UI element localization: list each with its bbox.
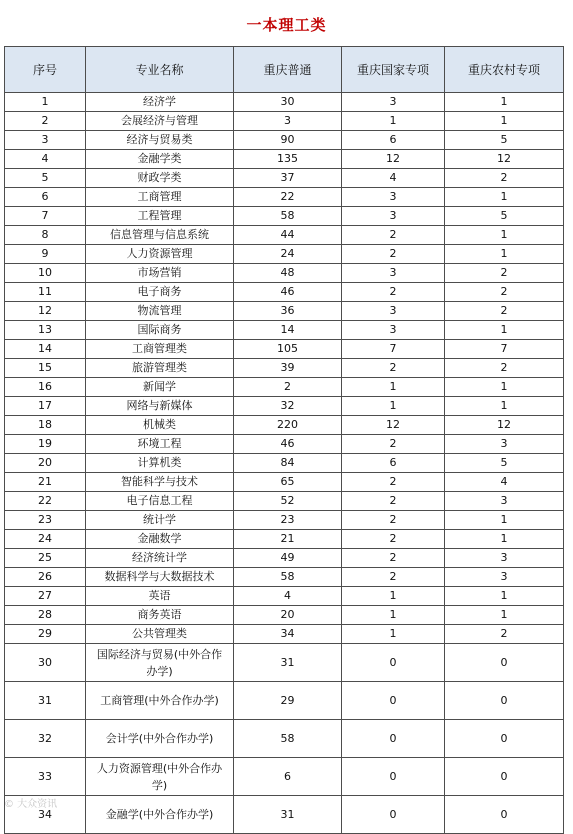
cell-national-special: 1 [342,378,445,397]
cell-index: 32 [5,720,86,758]
cell-rural-special: 1 [445,112,564,131]
cell-major-name: 新闻学 [86,378,234,397]
table-row [5,606,564,625]
cell-rural-special: 1 [445,321,564,340]
table-row [5,720,564,758]
cell-major-name: 工商管理类 [86,340,234,359]
table-row [5,511,564,530]
table-row [5,378,564,397]
table-row [5,245,564,264]
cell-national-special: 1 [342,625,445,644]
cell-national-special: 2 [342,283,445,302]
table-row [5,283,564,302]
cell-national-special: 3 [342,264,445,283]
table-row [5,454,564,473]
table-row [5,112,564,131]
cell-rural-special: 12 [445,150,564,169]
cell-index: 1 [5,93,86,112]
cell-national-special: 0 [342,644,445,682]
table-row [5,549,564,568]
cell-major-name: 会计学(中外合作办学) [86,720,234,758]
cell-index: 3 [5,131,86,150]
enrollment-table [4,46,564,834]
cell-chongqing-general: 44 [234,226,342,245]
cell-national-special: 3 [342,321,445,340]
cell-rural-special: 12 [445,416,564,435]
table-row [5,435,564,454]
cell-index: 22 [5,492,86,511]
cell-rural-special: 0 [445,796,564,834]
cell-rural-special: 2 [445,302,564,321]
cell-chongqing-general: 24 [234,245,342,264]
table-row [5,188,564,207]
cell-chongqing-general: 29 [234,682,342,720]
cell-national-special: 3 [342,207,445,226]
cell-rural-special: 1 [445,245,564,264]
cell-rural-special: 3 [445,492,564,511]
cell-rural-special: 2 [445,359,564,378]
cell-index: 30 [5,644,86,682]
cell-rural-special: 2 [445,283,564,302]
cell-chongqing-general: 32 [234,397,342,416]
cell-major-name: 经济与贸易类 [86,131,234,150]
cell-rural-special: 2 [445,625,564,644]
cell-chongqing-general: 135 [234,150,342,169]
cell-major-name: 人力资源管理(中外合作办学) [86,758,234,796]
column-header-rural-special: 重庆农村专项 [445,47,564,93]
cell-major-name: 电子商务 [86,283,234,302]
cell-rural-special: 1 [445,93,564,112]
cell-index: 33 [5,758,86,796]
cell-index: 9 [5,245,86,264]
table-row [5,473,564,492]
table-body [5,93,564,834]
cell-rural-special: 7 [445,340,564,359]
table-header-row [5,47,564,93]
table-row [5,587,564,606]
table-row [5,758,564,796]
table-row [5,131,564,150]
cell-major-name: 会展经济与管理 [86,112,234,131]
cell-rural-special: 2 [445,169,564,188]
cell-index: 21 [5,473,86,492]
column-header-national-special: 重庆国家专项 [342,47,445,93]
cell-rural-special: 5 [445,454,564,473]
cell-rural-special: 1 [445,378,564,397]
cell-chongqing-general: 36 [234,302,342,321]
cell-chongqing-general: 31 [234,796,342,834]
cell-major-name: 数据科学与大数据技术 [86,568,234,587]
cell-major-name: 机械类 [86,416,234,435]
cell-major-name: 工商管理(中外合作办学) [86,682,234,720]
cell-rural-special: 1 [445,226,564,245]
cell-index: 12 [5,302,86,321]
cell-chongqing-general: 220 [234,416,342,435]
cell-index: 29 [5,625,86,644]
cell-chongqing-general: 90 [234,131,342,150]
cell-rural-special: 0 [445,644,564,682]
cell-chongqing-general: 48 [234,264,342,283]
cell-major-name: 网络与新媒体 [86,397,234,416]
cell-rural-special: 0 [445,720,564,758]
cell-index: 26 [5,568,86,587]
cell-index: 17 [5,397,86,416]
table-row [5,796,564,834]
cell-rural-special: 5 [445,131,564,150]
cell-index: 11 [5,283,86,302]
cell-major-name: 工程管理 [86,207,234,226]
table-row [5,397,564,416]
cell-national-special: 6 [342,131,445,150]
table-row [5,302,564,321]
cell-major-name: 国际经济与贸易(中外合作办学) [86,644,234,682]
cell-national-special: 4 [342,169,445,188]
cell-chongqing-general: 58 [234,720,342,758]
cell-national-special: 3 [342,188,445,207]
cell-national-special: 3 [342,302,445,321]
table-row [5,150,564,169]
cell-major-name: 信息管理与信息系统 [86,226,234,245]
cell-national-special: 2 [342,492,445,511]
cell-major-name: 统计学 [86,511,234,530]
table-row [5,207,564,226]
column-header-major: 专业名称 [86,47,234,93]
cell-major-name: 智能科学与技术 [86,473,234,492]
cell-major-name: 经济统计学 [86,549,234,568]
cell-chongqing-general: 31 [234,644,342,682]
cell-rural-special: 1 [445,587,564,606]
table-row [5,340,564,359]
cell-major-name: 人力资源管理 [86,245,234,264]
table-row [5,530,564,549]
cell-rural-special: 5 [445,207,564,226]
cell-national-special: 2 [342,511,445,530]
cell-chongqing-general: 14 [234,321,342,340]
cell-chongqing-general: 23 [234,511,342,530]
cell-chongqing-general: 65 [234,473,342,492]
cell-national-special: 6 [342,454,445,473]
cell-chongqing-general: 37 [234,169,342,188]
cell-major-name: 国际商务 [86,321,234,340]
cell-index: 23 [5,511,86,530]
cell-chongqing-general: 49 [234,549,342,568]
cell-rural-special: 3 [445,435,564,454]
cell-index: 27 [5,587,86,606]
cell-index: 15 [5,359,86,378]
cell-national-special: 0 [342,796,445,834]
cell-major-name: 计算机类 [86,454,234,473]
cell-index: 10 [5,264,86,283]
cell-index: 31 [5,682,86,720]
page-title: 一本理工类 [246,16,327,34]
cell-major-name: 工商管理 [86,188,234,207]
cell-index: 25 [5,549,86,568]
cell-index: 14 [5,340,86,359]
cell-national-special: 7 [342,340,445,359]
cell-rural-special: 1 [445,606,564,625]
cell-rural-special: 3 [445,568,564,587]
cell-national-special: 2 [342,226,445,245]
cell-chongqing-general: 46 [234,435,342,454]
cell-index: 4 [5,150,86,169]
cell-chongqing-general: 4 [234,587,342,606]
cell-chongqing-general: 58 [234,207,342,226]
cell-major-name: 经济学 [86,93,234,112]
cell-chongqing-general: 58 [234,568,342,587]
cell-major-name: 财政学类 [86,169,234,188]
cell-index: 16 [5,378,86,397]
cell-major-name: 物流管理 [86,302,234,321]
cell-national-special: 1 [342,397,445,416]
cell-major-name: 市场营销 [86,264,234,283]
cell-index: 24 [5,530,86,549]
cell-rural-special: 1 [445,511,564,530]
cell-national-special: 0 [342,682,445,720]
cell-index: 34 [5,796,86,834]
table-row [5,359,564,378]
cell-major-name: 金融数学 [86,530,234,549]
cell-rural-special: 0 [445,682,564,720]
table-row [5,492,564,511]
table-row [5,682,564,720]
table-row [5,93,564,112]
cell-chongqing-general: 6 [234,758,342,796]
cell-national-special: 3 [342,93,445,112]
cell-index: 18 [5,416,86,435]
cell-index: 2 [5,112,86,131]
cell-rural-special: 1 [445,530,564,549]
cell-chongqing-general: 46 [234,283,342,302]
cell-national-special: 2 [342,359,445,378]
cell-national-special: 2 [342,473,445,492]
cell-index: 20 [5,454,86,473]
cell-rural-special: 2 [445,264,564,283]
cell-rural-special: 0 [445,758,564,796]
column-header-chongqing-general: 重庆普通 [234,47,342,93]
cell-rural-special: 1 [445,397,564,416]
cell-rural-special: 4 [445,473,564,492]
cell-chongqing-general: 2 [234,378,342,397]
table-row [5,264,564,283]
cell-major-name: 金融学类 [86,150,234,169]
cell-major-name: 环境工程 [86,435,234,454]
table-row [5,226,564,245]
cell-national-special: 2 [342,435,445,454]
cell-chongqing-general: 21 [234,530,342,549]
table-row [5,568,564,587]
cell-major-name: 旅游管理类 [86,359,234,378]
table-row [5,169,564,188]
cell-national-special: 1 [342,606,445,625]
cell-national-special: 2 [342,530,445,549]
cell-index: 8 [5,226,86,245]
cell-chongqing-general: 105 [234,340,342,359]
table-row [5,321,564,340]
cell-national-special: 2 [342,568,445,587]
cell-chongqing-general: 34 [234,625,342,644]
cell-major-name: 电子信息工程 [86,492,234,511]
cell-chongqing-general: 30 [234,93,342,112]
cell-national-special: 2 [342,549,445,568]
cell-index: 7 [5,207,86,226]
column-header-index: 序号 [5,47,86,93]
cell-national-special: 1 [342,587,445,606]
cell-national-special: 0 [342,720,445,758]
cell-national-special: 12 [342,150,445,169]
cell-chongqing-general: 84 [234,454,342,473]
cell-rural-special: 1 [445,188,564,207]
cell-national-special: 12 [342,416,445,435]
cell-index: 5 [5,169,86,188]
cell-index: 19 [5,435,86,454]
cell-national-special: 2 [342,245,445,264]
table-row [5,625,564,644]
cell-chongqing-general: 22 [234,188,342,207]
cell-major-name: 公共管理类 [86,625,234,644]
cell-chongqing-general: 20 [234,606,342,625]
cell-index: 13 [5,321,86,340]
cell-national-special: 1 [342,112,445,131]
cell-chongqing-general: 39 [234,359,342,378]
cell-major-name: 金融学(中外合作办学) [86,796,234,834]
cell-index: 6 [5,188,86,207]
cell-chongqing-general: 3 [234,112,342,131]
watermark: © 大众资讯 [4,799,58,810]
cell-national-special: 0 [342,758,445,796]
cell-major-name: 英语 [86,587,234,606]
cell-major-name: 商务英语 [86,606,234,625]
cell-index: 28 [5,606,86,625]
cell-rural-special: 3 [445,549,564,568]
table-row [5,416,564,435]
table-row [5,644,564,682]
cell-chongqing-general: 52 [234,492,342,511]
